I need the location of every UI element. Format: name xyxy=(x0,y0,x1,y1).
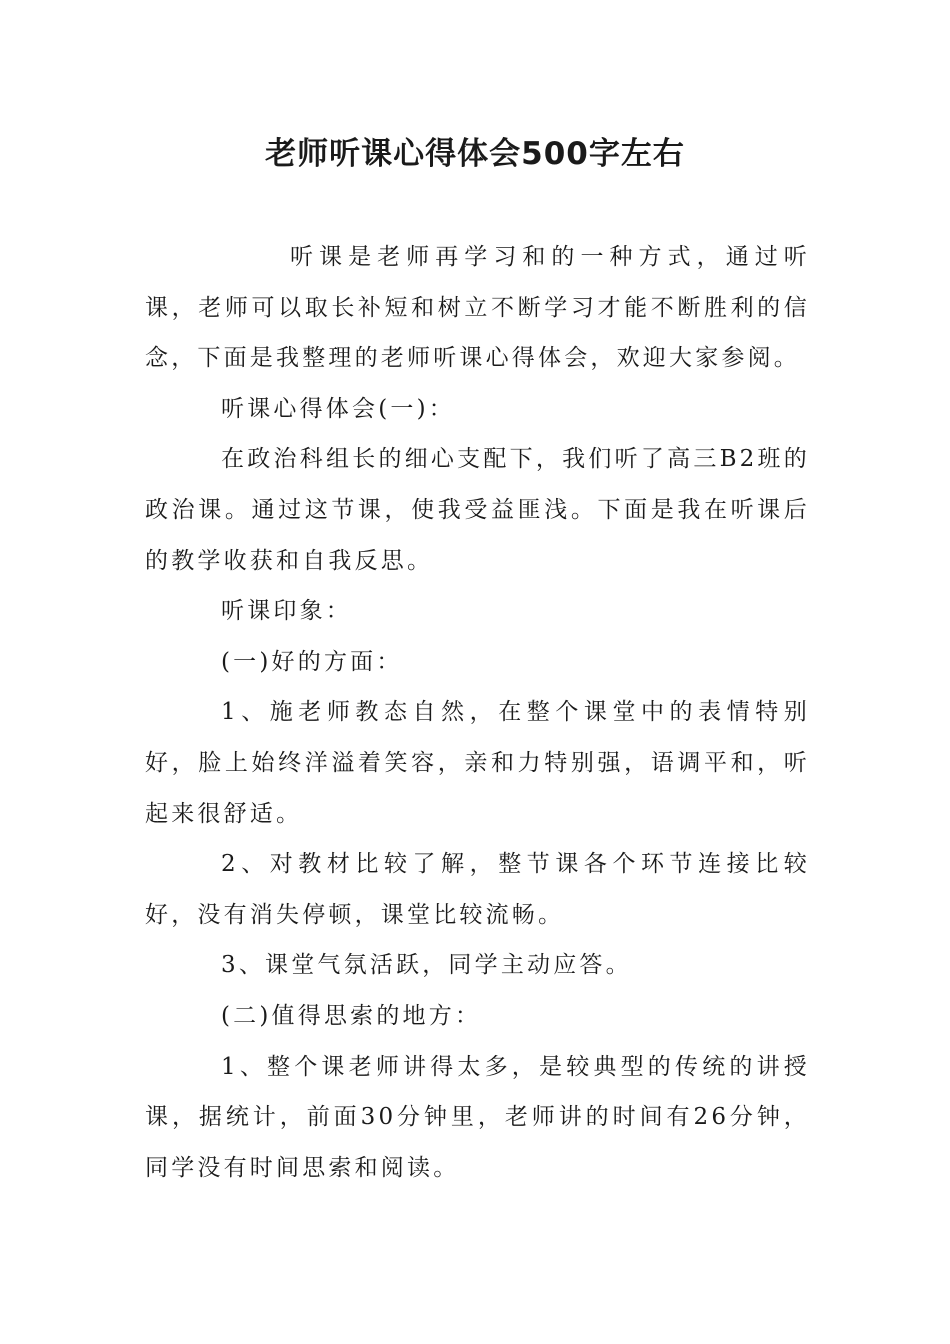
subheading-good-aspects: (一)好的方面： xyxy=(221,648,403,675)
list-item: 3、课堂气氛活跃，同学主动应答。 xyxy=(221,952,632,979)
intro-paragraph: 听课是老师再学习和的一种方式，通过听课，老师可以取长补短和树立不断学习才能不断胜利的信念，下面是我整理的老师听课心得体会，欢迎大家参阅。 xyxy=(145,244,810,372)
body-paragraph: 在政治科组长的细心支配下，我们听了高三B2班的政治课。通过这节课，使我受益匪浅。下面是我在听课后的教学收获和自我反思。 xyxy=(145,446,810,574)
subheading-reflection: (二)值得思索的地方： xyxy=(221,1002,482,1029)
subheading-impression: 听课印象： xyxy=(221,598,352,625)
list-item: 1、施老师教态自然，在整个课堂中的表情特别好，脸上始终洋溢着笑容，亲和力特别强，语调平和，听起来很舒适。 xyxy=(145,699,810,827)
list-item: 2、对教材比较了解，整节课各个环节连接比较好，没有消失停顿，课堂比较流畅。 xyxy=(145,851,810,928)
list-item: 1、整个课老师讲得太多，是较典型的传统的讲授课，据统计，前面30分钟里，老师讲的时间有26分钟，同学没有时间思索和阅读。 xyxy=(145,1053,810,1181)
section-heading-one: 听课心得体会(一)： xyxy=(221,395,455,422)
document-body xyxy=(145,232,810,1193)
document-title: 老师听课心得体会500字左右 xyxy=(265,136,685,172)
